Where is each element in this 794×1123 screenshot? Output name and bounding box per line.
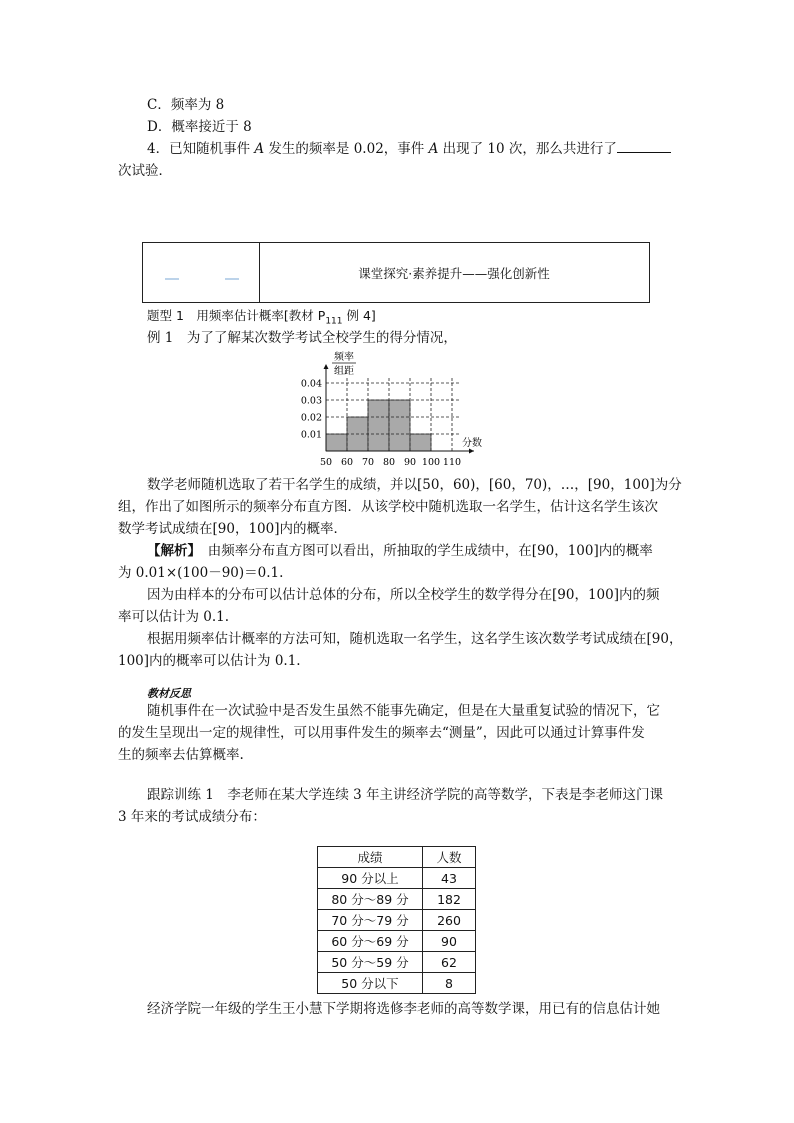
x-tick-label: 110	[442, 457, 462, 468]
x-tick-label: 100	[421, 457, 441, 468]
x-tick-label: 50	[319, 457, 333, 468]
paragraph: 数学老师随机选取了若干名学生的成绩，并以[50，60)，[60，70)，…，[90，100]为分	[147, 477, 682, 493]
solution: 【解析】 由频率分布直方图可以看出，所抽取的学生成绩中，在[90，100]内的概率	[147, 543, 653, 559]
table-row: 90 分以上 43	[318, 868, 476, 889]
reflection-text: 生的频率去估算概率.	[118, 747, 244, 763]
histogram-bar	[389, 400, 410, 451]
training-text: 跟踪训练 1 李老师在某大学连续 3 年主讲经济学院的高等数学，下表是李老师这门课	[147, 787, 664, 803]
question-4-cont: 次试验．	[118, 163, 172, 179]
table-header-row	[318, 847, 476, 868]
x-axis-label: 分数	[462, 438, 482, 449]
solution-cont: 为 0.01×(100－90)＝0.1.	[118, 565, 284, 581]
option-d: D．概率接近于 8	[147, 119, 252, 135]
topic-heading: 题型 1 用频率估计概率[教材 $P_{111}$ 例 4]	[147, 308, 376, 327]
x-tick-label: 60	[340, 457, 354, 468]
table-row: 50 分以下 8	[318, 973, 476, 994]
example-1-intro: 例 1 为了了解某次数学考试全校学生的得分情况，	[147, 330, 457, 346]
banner-left-cell	[143, 243, 260, 302]
final-text: 经济学院一年级的学生王小慧下学期将选修李老师的高等数学课，用已有的信息估计她	[147, 1001, 660, 1017]
x-tick-label: 90	[403, 457, 417, 468]
frequency-histogram	[290, 350, 530, 470]
x-tick-label: 70	[361, 457, 375, 468]
y-axis-label-bottom: 组距	[334, 366, 354, 377]
banner-title: 课堂探究·素养提升——强化创新性	[358, 265, 550, 281]
x-axis-arrow	[469, 449, 474, 454]
y-tick-label: 0.01	[300, 429, 322, 441]
paragraph: 组，作出了如图所示的频率分布直方图．从该学校中随机选取一名学生，估计这名学生该次	[118, 499, 658, 515]
paragraph: 根据用频率估计概率的方法可知，随机选取一名学生，这名学生该次数学考试成绩在[90，	[147, 631, 683, 647]
histogram-bar	[410, 434, 431, 451]
y-axis-arrow	[324, 364, 329, 369]
banner-decoration	[225, 278, 239, 280]
table-header: 成绩	[318, 847, 423, 868]
answer-blank[interactable]	[617, 138, 671, 153]
score-table	[317, 846, 476, 994]
y-tick-label: 0.02	[300, 412, 322, 424]
table-row: 80 分～89 分 182	[318, 889, 476, 910]
option-c: C．频率为 8	[147, 97, 225, 113]
paragraph: 数学考试成绩在[90，100]内的概率．	[118, 521, 347, 537]
x-tick-label: 80	[382, 457, 396, 468]
y-tick-label: 0.04	[300, 378, 322, 390]
paragraph: 100]内的概率可以估计为 0.1.	[118, 653, 301, 669]
question-4: 4．已知随机事件 A 发生的频率是 0.02，事件 A 出现了 10 次，那么共进行了	[147, 138, 707, 160]
histogram-bar	[326, 434, 347, 451]
y-tick-label: 0.03	[300, 395, 322, 407]
table-row: 70 分～79 分 260	[318, 910, 476, 931]
reflection-text: 的发生呈现出一定的规律性，可以用事件发生的频率去“测量”，因此可以通过计算事件发	[118, 725, 645, 741]
paragraph: 率可以估计为 0.1.	[118, 609, 230, 625]
histogram-bar	[368, 400, 389, 451]
table-row: 60 分～69 分 90	[318, 931, 476, 952]
banner-decoration	[165, 278, 179, 280]
training-text: 3 年来的考试成绩分布：	[118, 809, 266, 825]
reflection-text: 随机事件在一次试验中是否发生虽然不能事先确定，但是在大量重复试验的情况下，它	[147, 703, 660, 719]
reflection-title: 教材反思	[147, 687, 191, 700]
solution-label: 【解析】	[147, 543, 195, 559]
table-row: 50 分～59 分 62	[318, 952, 476, 973]
section-banner	[142, 242, 650, 303]
paragraph: 因为由样本的分布可以估计总体的分布，所以全校学生的数学得分在[90，100]内的频	[147, 587, 660, 603]
y-axis-label-top: 频率	[334, 352, 354, 363]
table-header: 人数	[423, 847, 476, 868]
